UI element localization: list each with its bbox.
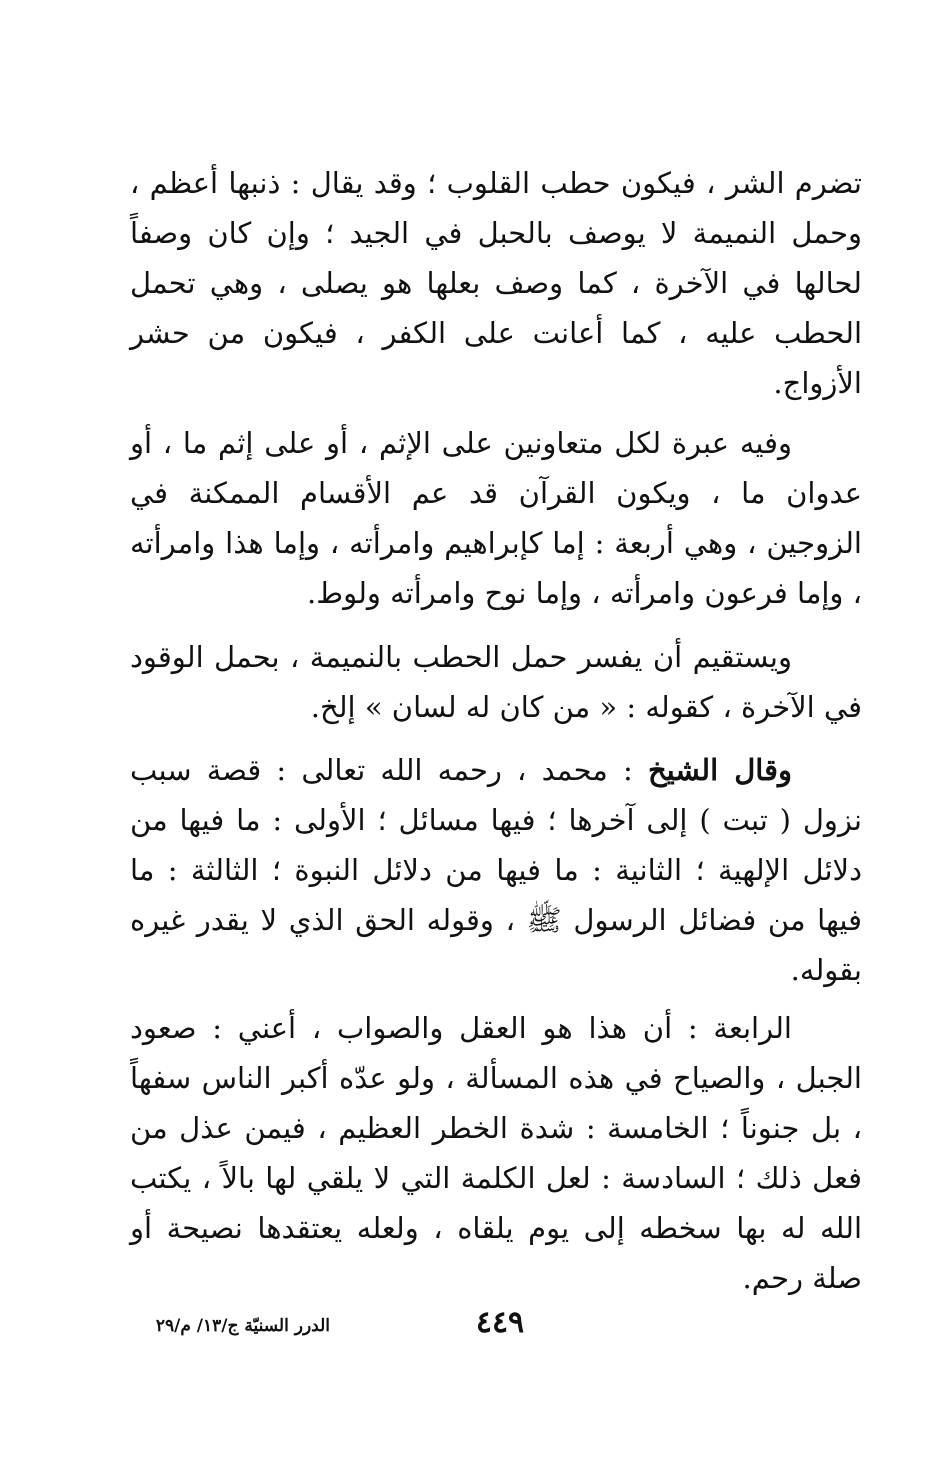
page-number: ٤٤٩ (475, 1305, 525, 1340)
paragraph-body: : محمد ، رحمه الله تعالى : قصة سبب نزول ( تبت ) إلى آخرها ؛ فيها مسائل ؛ الأولى : ما فيها من دلائل الإلهية ؛ الثانية : ما فيها من دلائل النبوة ؛ الثالثة : ما فيها من فضائل الرسول ﷺ ، وقوله الحق الذي لا يقدر غيره بقوله. (130, 753, 862, 987)
paragraph-fourth-issue (130, 1003, 862, 1303)
paragraph-hatab-explanation (130, 158, 862, 408)
paragraph-text: تضرم الشر ، فيكون حطب القلوب ؛ وقد يقال : ذنبها أعظم ، وحمل النميمة لا يوصف بالحبل في الجيد ؛ وإن كان وصفاً لحالها في الآخرة ، كما وصف بعلها هو يصلى ، وهي تحمل الحطب عليه ، كما أعانت على الكفر ، فيكون من حشر الأزواج. (130, 166, 862, 400)
paragraph-sheikh-statement (130, 745, 862, 995)
paragraph-text: وفيه عبرة لكل متعاونين على الإثم ، أو على إثم ما ، أو عدوان ما ، ويكون القرآن قد عم الأقسام الممكنة في الزوجين ، وهي أربعة : إما كإبراهيم وامرأته ، وإما هذا وامرأته ، وإما فرعون وامرأته ، وإما نوح وامرأته ولوط. (130, 426, 862, 610)
paragraph-text (130, 745, 862, 995)
paragraph-text: الرابعة : أن هذا هو العقل والصواب ، أعني : صعود الجبل ، والصياح في هذه المسألة ، ولو عدّه أكبر الناس سفهاً ، بل جنوناً ؛ الخامسة : شدة الخطر العظيم ، فيمن عذل من فعل ذلك ؛ السادسة : لعل الكلمة التي لا يلقي لها بالاً ، يكتب الله له بها سخطه إلى يوم يلقاه ، ولعله يعتقدها نصيحة أو صلة رحم. (130, 1011, 862, 1295)
footer-source-reference: الدرر السنيّة ج/١٣/ م/٢٩ (155, 1316, 330, 1336)
paragraph-lead-bold: وقال الشيخ (647, 753, 792, 787)
paragraph-text: ويستقيم أن يفسر حمل الحطب بالنميمة ، بحمل الوقود في الآخرة ، كقوله : « من كان له لسان » إلخ. (130, 640, 862, 724)
paragraph-lesson-cooperation (130, 418, 862, 618)
paragraph-interpretation (130, 632, 862, 732)
